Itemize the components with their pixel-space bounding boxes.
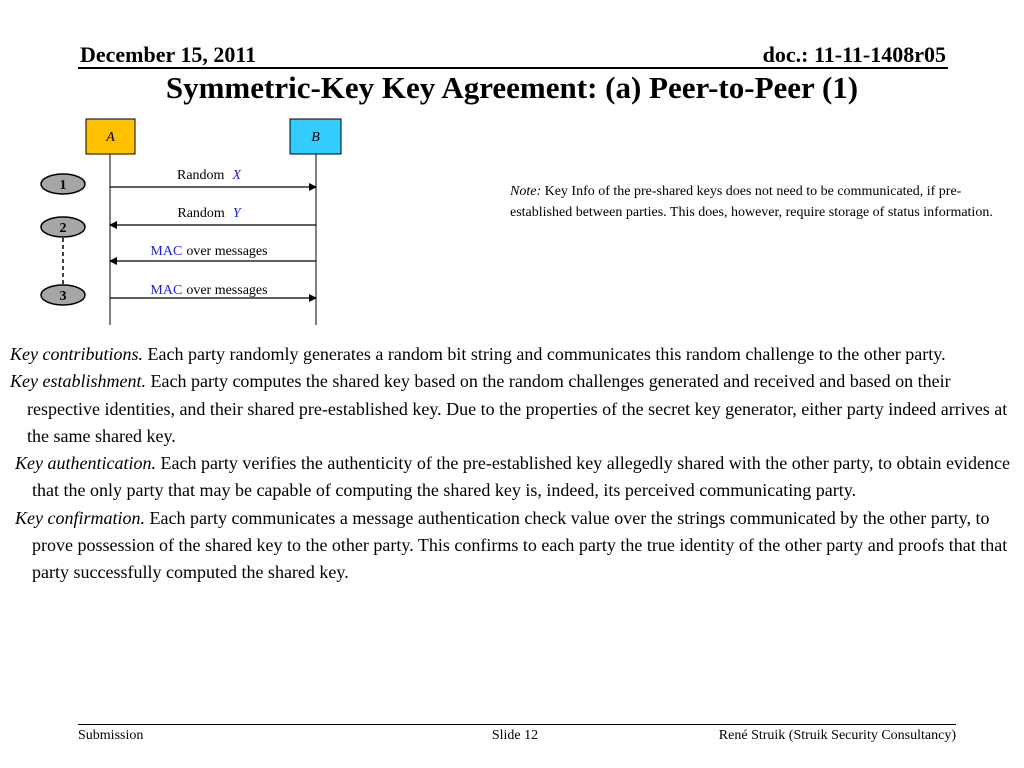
message-1-var: X [232, 168, 242, 183]
message-2-var: Y [232, 206, 241, 221]
paragraph-term: Key confirmation. [15, 507, 145, 528]
step-marker-2 [41, 217, 85, 237]
paragraph-text: Each party communicates a message authentication check value over the strings communicated by the other party, to prove possession of the shared key to the other party. This confirms to each party the true identity of the other party and proofs that that party successfully computed the shared key. [32, 507, 1008, 583]
message-4-plain: over messages [186, 283, 268, 298]
step-marker-3-label: 3 [59, 289, 67, 304]
body-text [10, 341, 1015, 587]
paragraph-text: Each party randomly generates a random bit string and communicates this random challenge to the other party. [147, 344, 946, 364]
footer-author: René Struik (Struik Security Consultancy) [718, 728, 956, 743]
footer-divider [78, 724, 956, 725]
paragraph-term: Key contributions. [10, 344, 143, 364]
paragraph-term: Key establishment. [10, 371, 146, 392]
protocol-diagram [0, 110, 1024, 340]
footer-submission: Submission [78, 728, 144, 743]
note-text: Key Info of the pre-shared keys does not need to be communicated, if pre-established between parties. This does, however, require storage of status information. [510, 184, 993, 220]
step-marker-2-label: 2 [59, 221, 67, 236]
message-label-4 [150, 283, 267, 298]
paragraph-key-contributions [10, 341, 1015, 368]
message-1-plain: Random [176, 168, 225, 183]
message-3-plain: over messages [186, 244, 268, 259]
header-date: December 15, 2011 [80, 42, 257, 67]
party-b-label: B [311, 130, 320, 145]
paragraph-key-authentication [15, 450, 1015, 505]
step-marker-1 [41, 174, 85, 194]
message-label-2 [177, 206, 242, 221]
message-label-3 [150, 244, 267, 259]
slide-title: Symmetric-Key Key Agreement: (a) Peer-to-Peer (1) [165, 70, 859, 105]
party-a-box [86, 119, 135, 154]
message-4-mac: MAC [150, 283, 183, 298]
paragraph-key-confirmation [15, 505, 1015, 587]
paragraph-text: Each party verifies the authenticity of the pre-established key allegedly shared with the other party, to obtain evidence that the only party that may be capable of computing the shared key is, indeed, its perceived communicating party. [32, 453, 1010, 501]
header-divider [78, 67, 948, 69]
message-2-plain: Random [177, 206, 225, 221]
paragraph-text: Each party computes the shared key based on the random challenges generated and received and based on their respective identities, and their shared pre-established key. Due to the properties of the secret key generator, either party indeed arrives at the same shared key. [27, 371, 1008, 446]
note-box [510, 181, 1005, 223]
message-3-mac: MAC [150, 244, 183, 259]
header-doc-id: doc.: 11-11-1408r05 [762, 42, 946, 67]
party-a-label: A [106, 130, 115, 145]
party-b-box [290, 119, 341, 154]
step-marker-1-label: 1 [59, 178, 67, 193]
paragraph-key-establishment [10, 368, 1015, 450]
step-marker-3 [41, 285, 85, 305]
message-label-1 [177, 168, 241, 183]
note-lead: Note: [510, 184, 542, 199]
paragraph-term: Key authentication. [15, 453, 156, 474]
footer-slide-number: Slide 12 [491, 728, 539, 743]
